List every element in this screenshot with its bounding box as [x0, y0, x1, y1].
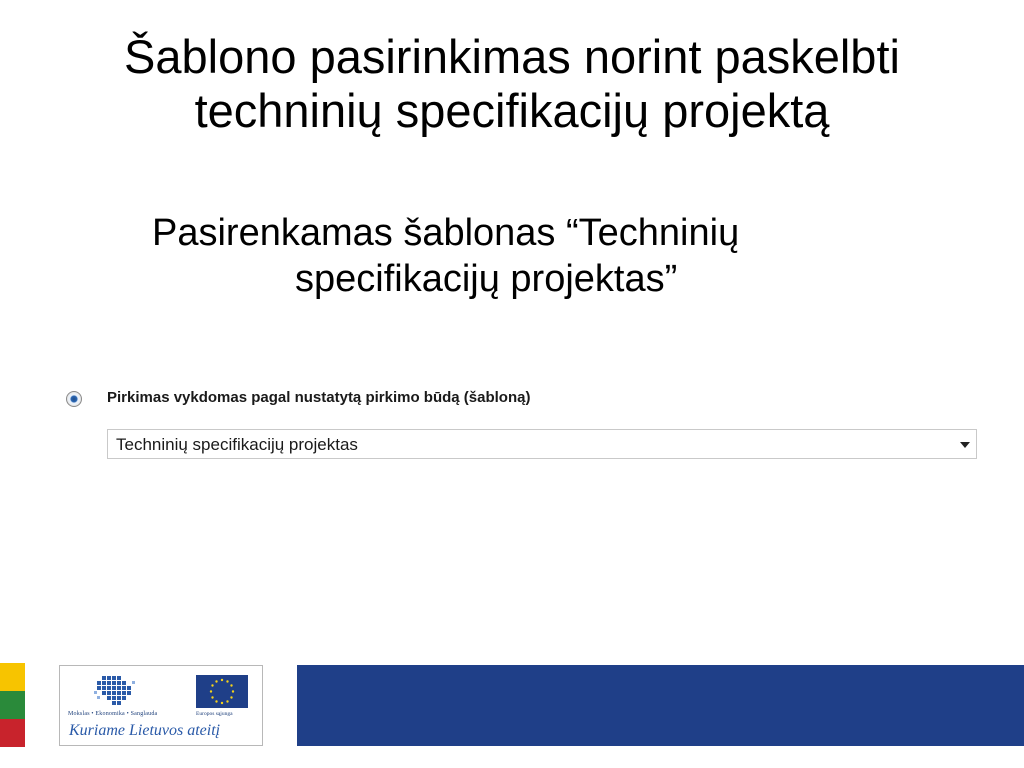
select-value: Techninių specifikacijų projektas: [116, 435, 358, 454]
footer-blue-bar: [297, 665, 1024, 746]
radio-label: Pirkimas vykdomas pagal nustatytą pirkimo būdą (šabloną): [107, 389, 531, 406]
slide-subtitle: [152, 210, 912, 302]
logo-right-caption: Europos sąjunga: [196, 711, 233, 717]
subtitle-line-1: Pasirenkamas šablonas “Techninių: [152, 212, 740, 254]
radio-button-selected[interactable]: [66, 391, 82, 407]
template-select[interactable]: [107, 429, 977, 459]
lithuania-pixel-map-icon: [94, 675, 138, 709]
logo-slogan: Kuriame Lietuvos ateitį: [69, 722, 221, 739]
logo-left-caption: Mokslas • Ekonomika • Sanglauda: [68, 711, 158, 717]
title-line-2: techninių specifikacijų projektą: [194, 84, 830, 137]
subtitle-line-2: specifikacijų projektas”: [295, 258, 678, 300]
esf-logo: [59, 665, 263, 746]
chevron-down-icon[interactable]: [960, 442, 970, 448]
flag-stripe-green: [0, 691, 25, 719]
template-radio-option[interactable]: [66, 389, 531, 407]
eu-flag-icon: [196, 675, 248, 708]
title-line-1: Šablono pasirinkimas norint paskelbti: [124, 30, 900, 83]
flag-stripe-red: [0, 719, 25, 747]
slide-title: [0, 30, 1024, 138]
flag-stripe-yellow: [0, 663, 25, 691]
